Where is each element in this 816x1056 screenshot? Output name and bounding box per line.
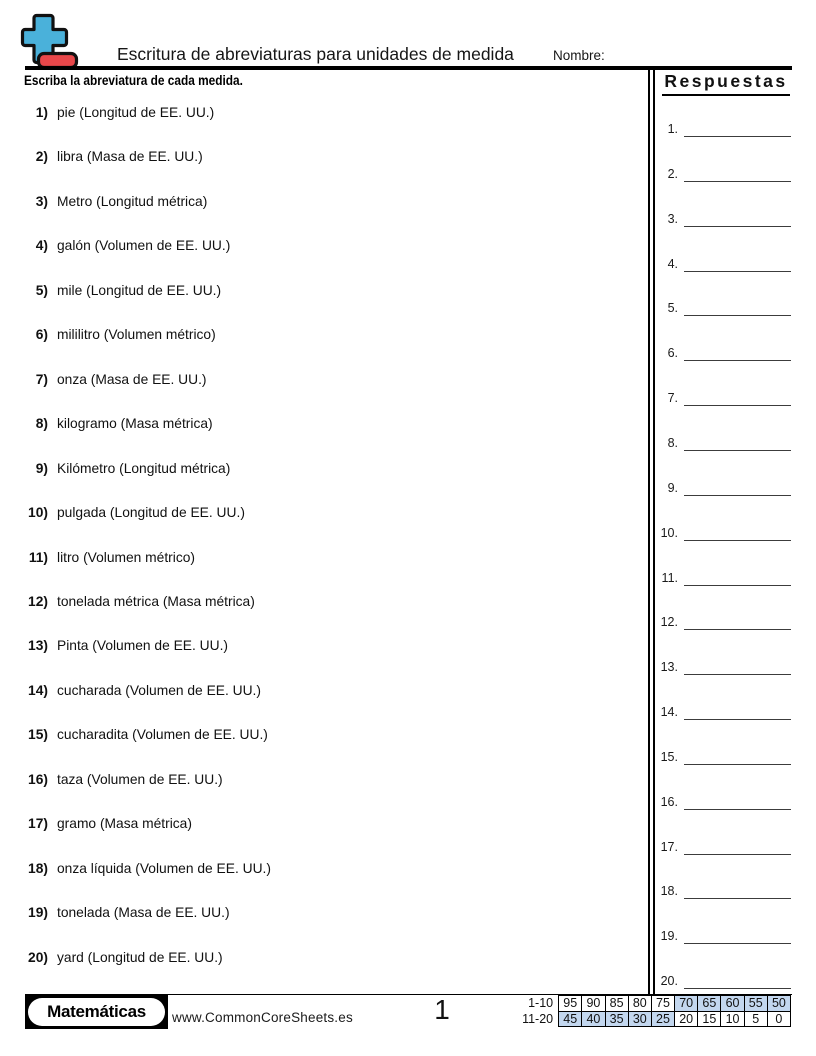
page-number: 1: [434, 994, 450, 1025]
website-url: www.CommonCoreSheets.es: [172, 1010, 353, 1025]
question-number: 8): [35, 416, 48, 432]
question-number: 1): [35, 105, 48, 120]
answer-row: [652, 345, 791, 361]
answer-blank[interactable]: [684, 974, 791, 989]
answer-row: [652, 794, 791, 810]
question-row: [0, 282, 640, 300]
answer-blank[interactable]: [684, 526, 791, 541]
question-row: [0, 104, 640, 122]
answer-blank[interactable]: [684, 346, 791, 361]
brand-label: Matemáticas: [47, 1002, 146, 1021]
answer-row: [652, 166, 791, 182]
question-text: taza (Volumen de EE. UU.): [57, 771, 223, 787]
question-number: 17): [28, 816, 48, 832]
answer-number: 8.: [667, 435, 678, 450]
question-row: [0, 460, 640, 478]
question-text: cucharada (Volumen de EE. UU.): [57, 682, 261, 698]
question-text: gramo (Masa métrica): [57, 816, 192, 832]
answer-blank[interactable]: [684, 481, 791, 496]
score-cell: 40: [582, 1011, 605, 1027]
question-row: [0, 193, 640, 211]
commoncoresheets-logo-icon: [20, 13, 82, 71]
answer-number: 18.: [660, 884, 678, 899]
answer-blank[interactable]: [684, 615, 791, 630]
score-cell: 5: [744, 1011, 767, 1027]
question-text: onza líquida (Volumen de EE. UU.): [57, 860, 271, 876]
answer-number: 14.: [660, 705, 678, 720]
answer-number: 9.: [667, 480, 678, 495]
answer-row: [652, 749, 791, 765]
answer-number: 12.: [660, 615, 678, 630]
question-row: [0, 504, 640, 522]
answer-row: [652, 839, 791, 855]
answer-blank[interactable]: [684, 257, 791, 272]
answer-row: [652, 614, 791, 630]
question-number: 5): [35, 282, 48, 298]
question-text: tonelada (Masa de EE. UU.): [57, 905, 230, 921]
question-row: [0, 415, 640, 433]
answer-blank[interactable]: [684, 167, 791, 182]
question-text: litro (Volumen métrico): [57, 549, 196, 565]
answer-row: [652, 973, 791, 989]
answer-row: [652, 570, 791, 586]
answer-blank[interactable]: [684, 660, 791, 675]
question-number: 19): [28, 905, 48, 921]
score-cell: 35: [605, 1011, 628, 1027]
answer-blank[interactable]: [684, 436, 791, 451]
answer-row: [652, 211, 791, 227]
instruction-text: Escriba la abreviatura de cada medida.: [24, 73, 243, 88]
question-number: 2): [35, 149, 48, 165]
question-number: 16): [28, 771, 48, 787]
answer-row: [652, 256, 791, 272]
question-number: 20): [28, 949, 48, 965]
score-cell: 70: [675, 996, 698, 1012]
question-row: [0, 371, 640, 389]
answer-blank[interactable]: [684, 840, 791, 855]
score-table-row: [515, 996, 791, 1012]
answer-number: 4.: [667, 256, 678, 271]
answer-blank[interactable]: [684, 750, 791, 765]
page-title: Escritura de abreviaturas para unidades de medida: [117, 44, 514, 64]
brand-box: [25, 995, 168, 1029]
question-number: 18): [28, 860, 48, 876]
score-cell: 90: [582, 996, 605, 1012]
answer-blank[interactable]: [684, 212, 791, 227]
question-text: yard (Longitud de EE. UU.): [57, 949, 223, 965]
question-row: [0, 771, 640, 789]
score-cell: 30: [628, 1011, 651, 1027]
question-number: 14): [28, 682, 48, 698]
answer-number: 7.: [667, 391, 678, 406]
answer-number: 5.: [667, 301, 678, 316]
answer-number: 1.: [667, 122, 678, 136]
answer-number: 15.: [660, 749, 678, 764]
answer-blank[interactable]: [684, 929, 791, 944]
question-text: Metro (Longitud métrica): [57, 193, 208, 209]
score-table: [515, 995, 791, 1027]
answer-number: 16.: [660, 794, 678, 809]
answer-row: [652, 121, 791, 137]
answer-number: 11.: [661, 570, 678, 585]
header-divider: [25, 66, 792, 70]
answer-row: [652, 300, 791, 316]
brand-pill: [28, 998, 165, 1026]
score-cell: 85: [605, 996, 628, 1012]
question-text: tonelada métrica (Masa métrica): [57, 593, 255, 609]
answer-blank[interactable]: [684, 122, 791, 137]
question-number: 7): [35, 371, 48, 387]
question-text: pulgada (Longitud de EE. UU.): [57, 505, 245, 521]
question-text: mililitro (Volumen métrico): [57, 327, 216, 343]
answer-number: 6.: [667, 346, 678, 361]
question-row: [0, 593, 640, 611]
score-cell: 95: [559, 996, 582, 1012]
question-row: [0, 949, 640, 967]
question-number: 3): [35, 193, 48, 209]
question-text: cucharadita (Volumen de EE. UU.): [57, 727, 268, 743]
answers-title: Respuestas: [660, 71, 792, 92]
answer-row: [652, 525, 791, 541]
question-number: 10): [28, 505, 48, 521]
question-text: galón (Volumen de EE. UU.): [57, 238, 231, 254]
answer-row: [652, 883, 791, 899]
answer-number: 20.: [660, 974, 678, 989]
question-text: libra (Masa de EE. UU.): [57, 149, 203, 165]
score-cell: 25: [651, 1011, 674, 1027]
answer-number: 19.: [660, 929, 678, 944]
answer-blank[interactable]: [684, 795, 791, 810]
answer-row: [652, 390, 791, 406]
answer-number: 10.: [660, 525, 678, 540]
score-cell: 0: [767, 1011, 790, 1027]
answer-row: [652, 704, 791, 720]
question-number: 15): [28, 727, 48, 743]
score-table-row: [515, 1011, 791, 1027]
question-text: pie (Longitud de EE. UU.): [57, 105, 215, 120]
question-text: Pinta (Volumen de EE. UU.): [57, 638, 229, 654]
answer-number: 13.: [660, 660, 678, 675]
answer-blank[interactable]: [684, 391, 791, 406]
answer-blank[interactable]: [684, 705, 791, 720]
question-row: [0, 726, 640, 744]
question-text: onza (Masa de EE. UU.): [57, 371, 207, 387]
answer-blank[interactable]: [684, 884, 791, 899]
answer-row: [652, 659, 791, 675]
question-number: 11): [28, 549, 48, 565]
question-row: [0, 637, 640, 655]
score-cell: 45: [559, 1011, 582, 1027]
score-cell: 75: [651, 996, 674, 1012]
answer-number: 2.: [667, 166, 678, 181]
name-label: Nombre:: [553, 48, 605, 63]
answer-row: [652, 435, 791, 451]
question-number: 9): [35, 460, 48, 476]
question-text: kilogramo (Masa métrica): [57, 416, 213, 432]
score-cell: 55: [744, 996, 767, 1012]
question-text: Kilómetro (Longitud métrica): [57, 460, 231, 476]
answer-number: 17.: [660, 839, 678, 854]
answer-number: 3.: [667, 211, 678, 226]
answer-blank[interactable]: [684, 571, 791, 586]
score-cell: 65: [698, 996, 721, 1012]
question-number: 13): [28, 638, 48, 654]
question-row: [0, 549, 640, 567]
question-row: [0, 148, 640, 166]
question-row: [0, 326, 640, 344]
question-row: [0, 682, 640, 700]
score-cell: 15: [698, 1011, 721, 1027]
question-number: 4): [35, 238, 48, 254]
score-cell: 80: [628, 996, 651, 1012]
question-number: 6): [35, 327, 48, 343]
answer-row: [652, 928, 791, 944]
score-range-label: 11-20: [515, 1011, 559, 1027]
score-range-label: 1-10: [515, 996, 559, 1012]
question-row: [0, 904, 640, 922]
question-text: mile (Longitud de EE. UU.): [57, 282, 222, 298]
question-row: [0, 815, 640, 833]
question-row: [0, 860, 640, 878]
score-cell: 50: [767, 996, 790, 1012]
answer-blank[interactable]: [684, 301, 791, 316]
question-row: [0, 237, 640, 255]
score-cell: 60: [721, 996, 744, 1012]
score-cell: 20: [675, 1011, 698, 1027]
score-cell: 10: [721, 1011, 744, 1027]
answer-row: [652, 480, 791, 496]
question-number: 12): [28, 593, 48, 609]
